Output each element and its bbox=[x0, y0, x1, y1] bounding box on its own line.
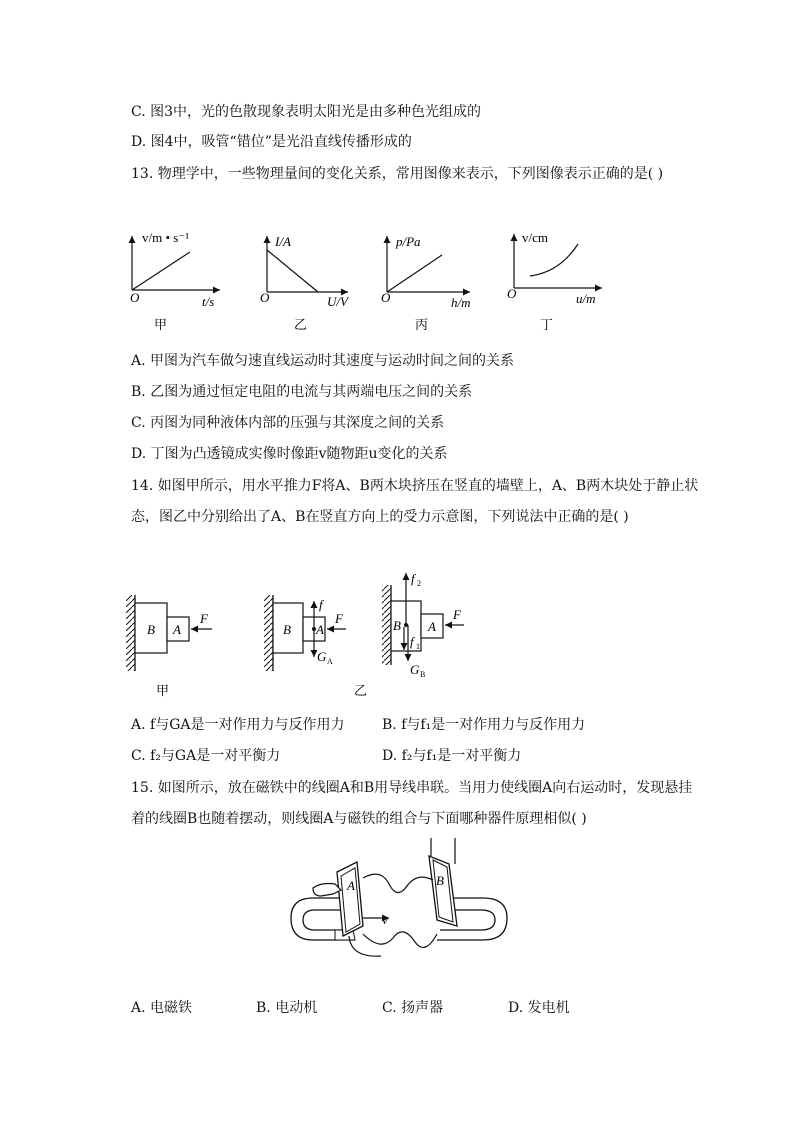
wall-hatch bbox=[382, 585, 391, 665]
label-a: A bbox=[316, 622, 324, 637]
label-a: A bbox=[173, 622, 181, 637]
label-f: F bbox=[335, 611, 343, 626]
fig14-yi-right bbox=[382, 571, 464, 679]
graph-jia-caption: 甲 bbox=[154, 317, 168, 332]
graph-ding-caption: 丁 bbox=[540, 317, 554, 332]
graph-bing-xlabel: h/m bbox=[451, 295, 471, 310]
graph-ding-ylabel: v/cm bbox=[522, 230, 548, 245]
graph-yi-origin: O bbox=[260, 290, 270, 305]
q12-option-d: D. 图4中，吸管“错位”是光沿直线传播形成的 bbox=[131, 134, 412, 150]
graph-jia bbox=[130, 230, 220, 309]
q14-option-a: A. f与GA是一对作用力与反作用力 bbox=[131, 717, 345, 733]
graph-yi-ylabel: I/A bbox=[275, 234, 291, 249]
label-f2-sub: 2 bbox=[417, 579, 421, 588]
graph-yi-xlabel: U/V bbox=[327, 294, 348, 309]
graph-ding-origin: O bbox=[507, 286, 517, 301]
label-b: B bbox=[436, 873, 444, 888]
graph-bing-line bbox=[387, 255, 442, 292]
coil-a bbox=[337, 862, 363, 936]
label-v: v bbox=[382, 912, 388, 927]
graph-ding bbox=[507, 230, 602, 306]
q15-option-b: B. 电动机 bbox=[256, 1000, 318, 1016]
graph-bing-origin: O bbox=[381, 290, 391, 305]
q14-option-b: B. f与f₁是一对作用力与反作用力 bbox=[382, 717, 586, 733]
fig14-yi-left bbox=[264, 595, 346, 671]
graph-yi-line bbox=[267, 250, 318, 292]
q14-figure bbox=[120, 565, 480, 703]
graph-yi-caption: 乙 bbox=[294, 317, 308, 332]
graph-jia-ylabel: v/m • s⁻¹ bbox=[142, 230, 190, 245]
q13-option-c: C. 丙图为同种液体内部的压强与其深度之间的关系 bbox=[131, 415, 445, 431]
q13-option-b: B. 乙图为通过恒定电阻的电流与其两端电压之间的关系 bbox=[131, 384, 473, 400]
label-ga: G bbox=[317, 649, 327, 664]
graph-yi bbox=[260, 234, 350, 309]
label-f1: f bbox=[410, 634, 414, 649]
label-ga-sub: A bbox=[327, 657, 333, 666]
graph-jia-xlabel: t/s bbox=[202, 294, 215, 309]
q13-option-d: D. 丁图为凸透镜成实像时像距v随物距u变化的关系 bbox=[131, 446, 448, 462]
graph-bing-ylabel: p/Pa bbox=[396, 234, 421, 249]
q15-stem-line1: 15. 如图所示，放在磁铁中的线圈A和B用导线串联。当用力使线圈A向右运动时，发现悬挂 bbox=[131, 780, 693, 796]
label-f1-sub: 1 bbox=[416, 642, 420, 651]
q14-stem-line2: 态，图乙中分别给出了A、B在竖直方向上的受力示意图，下列说法中正确的是( ) bbox=[131, 509, 629, 525]
fig14-jia bbox=[126, 595, 212, 671]
label-gb: G bbox=[410, 662, 420, 677]
hand-icon bbox=[313, 884, 341, 897]
label-friction: f bbox=[319, 597, 323, 612]
label-f2: f bbox=[411, 571, 415, 586]
label-a: A bbox=[347, 878, 355, 893]
connecting-wire bbox=[363, 874, 433, 892]
q15-option-d: D. 发电机 bbox=[508, 1000, 570, 1016]
q15-option-a: A. 电磁铁 bbox=[131, 1000, 193, 1016]
q13-graphs bbox=[120, 222, 640, 337]
q14-option-d: D. f₂与f₁是一对平衡力 bbox=[382, 748, 522, 764]
q14-stem-line1: 14. 如图甲所示，用水平推力F将A、B两木块挤压在竖直的墙壁上，A、B两木块处于静止状 bbox=[131, 478, 699, 494]
label-f: F bbox=[200, 611, 208, 626]
label-b: B bbox=[393, 618, 401, 633]
fig14-caption-jia: 甲 bbox=[156, 683, 170, 698]
fig14-caption-yi: 乙 bbox=[354, 683, 368, 698]
label-a: A bbox=[428, 619, 436, 634]
q13-option-a: A. 甲图为汽车做匀速直线运动时其速度与运动时间之间的关系 bbox=[131, 353, 515, 369]
q12-option-c: C. 图3中，光的色散现象表明太阳光是由多种色光组成的 bbox=[131, 104, 482, 120]
connecting-wire bbox=[363, 932, 437, 948]
graph-ding-xlabel: u/m bbox=[576, 291, 596, 306]
graph-bing-caption: 丙 bbox=[415, 317, 429, 332]
graph-jia-origin: O bbox=[130, 290, 140, 305]
graph-bing bbox=[381, 234, 471, 310]
label-b: B bbox=[283, 622, 291, 637]
label-f: F bbox=[453, 607, 461, 622]
wall-hatch bbox=[126, 595, 135, 671]
q14-option-c: C. f₂与GA是一对平衡力 bbox=[131, 748, 281, 764]
wall-hatch bbox=[264, 595, 273, 671]
q15-stem-line2: 着的线圈B也随着摆动，则线圈A与磁铁的组合与下面哪种器件原理相似( ) bbox=[131, 811, 587, 827]
coil-b bbox=[429, 838, 457, 926]
graph-jia-line bbox=[132, 252, 190, 290]
q15-figure bbox=[285, 838, 515, 963]
label-gb-sub: B bbox=[420, 670, 426, 679]
q13-stem: 13. 物理学中，一些物理量间的变化关系，常用图像来表示，下列图像表示正确的是( ) bbox=[131, 166, 664, 182]
q15-option-c: C. 扬声器 bbox=[382, 1000, 444, 1016]
graph-ding-curve bbox=[530, 244, 578, 276]
label-b: B bbox=[147, 622, 155, 637]
